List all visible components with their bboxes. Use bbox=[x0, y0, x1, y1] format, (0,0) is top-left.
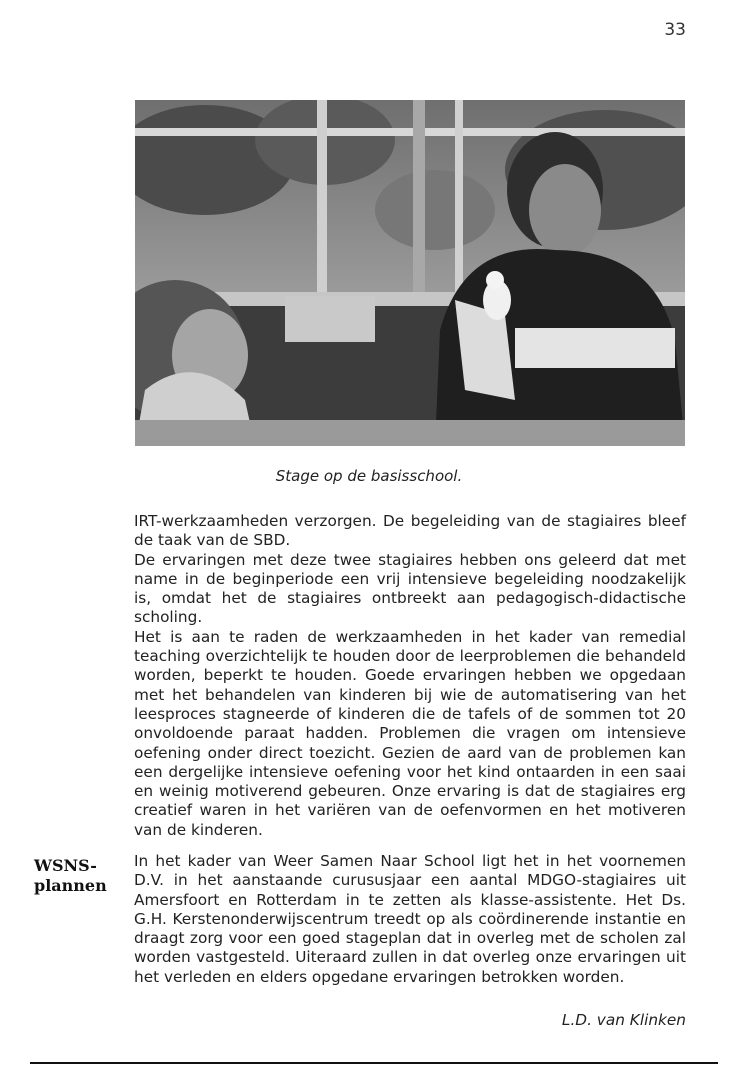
side-heading-line: plannen bbox=[34, 876, 107, 895]
photo-school-internship bbox=[135, 100, 685, 446]
page-number: 33 bbox=[664, 20, 686, 40]
side-heading-line: WSNS- bbox=[34, 856, 97, 875]
paragraph: De ervaringen met deze twee stagiaires hebben ons geleerd dat met name in de beginperiode een vrij intensieve begeleiding noodzakelijk is, omdat het de stagiaires ontbreekt aan pedagogisch-didactische scholing. bbox=[134, 550, 686, 627]
paragraph: IRT-werkzaamheden verzorgen. De begeleiding van de stagiaires bleef de taak van de SBD. bbox=[134, 512, 686, 550]
paragraph: In het kader van Weer Samen Naar School ligt het in het voornemen D.V. in het aanstaande curususjaar een aantal MDGO-stagiaires uit Amersfoort en Rotterdam in te zetten als klasse-assistente. Het Ds. G.H. Kerstenonderwijscentrum treedt op als coördinerende instantie en draagt zorg voor een goed stageplan dat in overleg met de scholen zal worden vastgesteld. Uiteraard zullen in dat overleg onze ervaringen uit het verleden en elders opgedane ervaringen betrokken worden. bbox=[134, 852, 686, 986]
bottom-rule bbox=[30, 1062, 718, 1064]
photo-illustration bbox=[135, 100, 685, 446]
section-stage-experience bbox=[134, 512, 686, 840]
author-signature: L.D. van Klinken bbox=[561, 1011, 686, 1029]
photo-caption: Stage op de basisschool. bbox=[275, 467, 463, 485]
section-wsns-plans bbox=[134, 852, 686, 987]
paragraph: Het is aan te raden de werkzaamheden in het kader van remedial teaching overzichtelijk te houden door de leerproblemen die behandeld worden, beperkt te houden. Goede ervaringen hebben we opgedaan met het behandelen van kinderen bij wie de automatisering van het leesproces stagneerde of kinderen die de tafels of de sommen tot 20 onvoldoende paraat hadden. Problemen die vragen om intensieve oefening onder direct toezicht. Gezien de aard van de problemen kan een dergelijke intensieve oefening voor het kind ontaarden in een saai en weinig motiverend gebeuren. Onze ervaring is dat de stagiaires erg creatief waren in het variëren van de oefenvormen en het motiveren van de kinderen. bbox=[134, 627, 686, 839]
side-heading-wsns bbox=[34, 856, 107, 896]
